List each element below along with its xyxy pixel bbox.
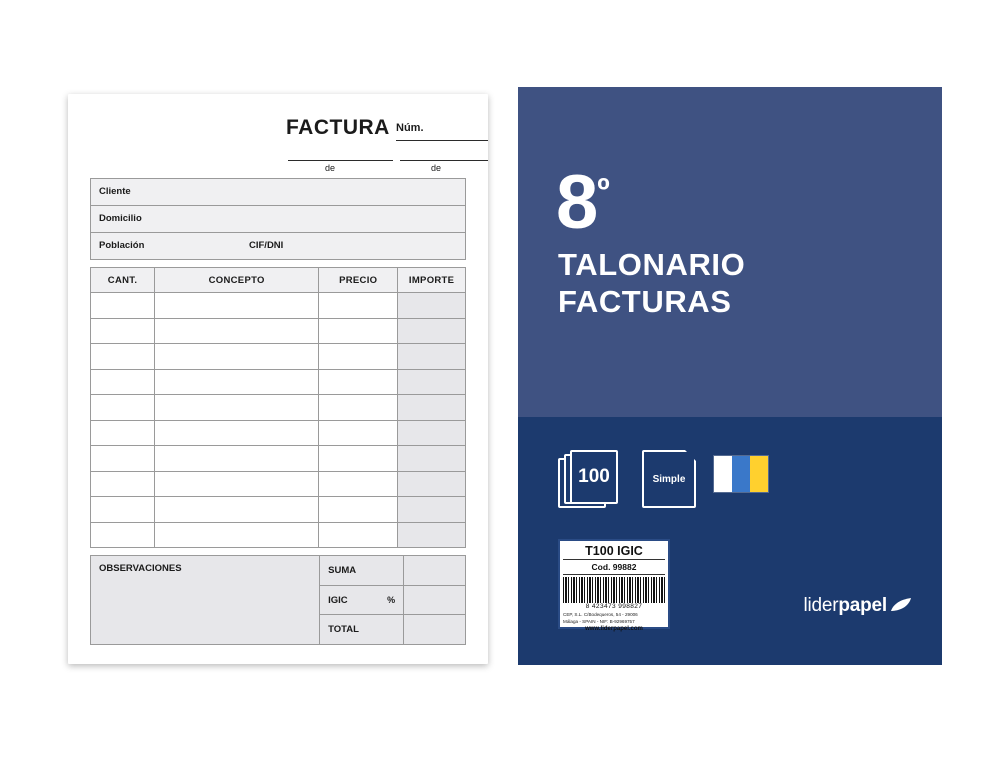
flag-stripe-white: [714, 456, 732, 492]
cell-precio: [319, 420, 398, 446]
cover-size-number: [556, 160, 609, 245]
flag-stripe-blue: [732, 456, 750, 492]
cell-importe: [398, 497, 466, 523]
table-row: [91, 369, 466, 395]
table-header-row: [91, 268, 466, 293]
page-title: FACTURA: [286, 116, 390, 139]
cell-cant: [91, 420, 155, 446]
total-label-suma: SUMA: [320, 556, 404, 585]
date-label-1: de: [325, 163, 336, 173]
cell-importe: [398, 420, 466, 446]
cell-concepto: [155, 318, 319, 344]
cell-precio: [319, 369, 398, 395]
table-row: [91, 471, 466, 497]
manufacturer-website: www.liderpapel.com: [585, 626, 643, 633]
address-line-2: Málaga - SPAIN - NIF: B-92969757: [563, 618, 635, 624]
table-row: [91, 293, 466, 319]
cell-importe: [398, 446, 466, 472]
pages-stack-icon: [558, 450, 624, 508]
cell-cant: [91, 522, 155, 548]
product-code: T100 IGIC: [563, 544, 665, 560]
brand-logo: [803, 595, 912, 617]
cell-cant: [91, 344, 155, 370]
cell-precio: [319, 446, 398, 472]
invoice-number-rule: [396, 140, 488, 141]
total-row-igic: [320, 586, 465, 616]
cell-concepto: [155, 293, 319, 319]
table-row: [91, 522, 466, 548]
total-row-suma: [320, 556, 465, 586]
observations-box: [91, 556, 320, 644]
column-header-cant: CANT.: [91, 268, 155, 293]
cell-cant: [91, 471, 155, 497]
cell-importe: [398, 293, 466, 319]
date-rule-2: [400, 160, 488, 161]
cell-precio: [319, 471, 398, 497]
total-value-igic: [404, 586, 465, 615]
cell-cant: [91, 369, 155, 395]
cell-importe: [398, 344, 466, 370]
flag-stripe-yellow: [750, 456, 768, 492]
field-row-poblacion: [91, 233, 465, 259]
barcode-icon: [563, 577, 665, 603]
cell-precio: [319, 344, 398, 370]
cell-concepto: [155, 471, 319, 497]
totals-box: [320, 556, 465, 644]
product-cod-number: Cod. 99882: [563, 562, 665, 575]
cell-precio: [319, 318, 398, 344]
field-label-domicilio: Domicilio: [99, 213, 142, 224]
cell-importe: [398, 369, 466, 395]
leaf-icon: [890, 597, 912, 619]
cell-precio: [319, 522, 398, 548]
manufacturer-address: [563, 612, 665, 625]
total-value-suma: [404, 556, 465, 585]
notebook-cover: [518, 87, 942, 665]
field-row-domicilio: [91, 206, 465, 233]
page-count-label: 100: [570, 450, 618, 504]
total-percent-symbol: %: [387, 595, 396, 605]
field-label-poblacion: Población: [99, 240, 145, 251]
cell-concepto: [155, 420, 319, 446]
summary-block: [90, 555, 466, 645]
client-fields-block: [90, 178, 466, 260]
line-items-table: [90, 267, 466, 548]
table-row: [91, 395, 466, 421]
cell-importe: [398, 318, 466, 344]
field-label-cif-dni: CIF/DNI: [249, 240, 284, 251]
copy-type-icon: [642, 450, 696, 508]
cell-precio: [319, 497, 398, 523]
cover-title-line1: TALONARIO: [558, 247, 746, 282]
cell-concepto: [155, 344, 319, 370]
invoice-sheet: [68, 94, 488, 664]
cell-precio: [319, 395, 398, 421]
cover-size-digit: 8: [556, 160, 598, 245]
total-value-total: [404, 615, 465, 644]
observations-label: OBSERVACIONES: [99, 563, 182, 574]
invoice-number-label: Núm.: [396, 122, 424, 134]
cell-importe: [398, 522, 466, 548]
table-header: [91, 268, 466, 293]
table-row: [91, 318, 466, 344]
copy-type-label: Simple: [652, 473, 686, 485]
cover-title-line2: FACTURAS: [558, 284, 732, 319]
invoice-content: [90, 108, 466, 650]
address-line-1: CEP, S.L. C/Bodequeros, 54 - 29006: [563, 612, 638, 617]
cell-cant: [91, 293, 155, 319]
column-header-precio: PRECIO: [319, 268, 398, 293]
field-label-cliente: Cliente: [99, 186, 131, 197]
cell-importe: [398, 395, 466, 421]
canary-islands-flag-icon: [713, 455, 769, 493]
cell-precio: [319, 293, 398, 319]
invoice-header: [90, 108, 466, 174]
product-barcode-label: [558, 539, 670, 633]
cell-concepto: [155, 497, 319, 523]
column-header-importe: IMPORTE: [398, 268, 466, 293]
date-rule-1: [288, 160, 393, 161]
column-header-concepto: CONCEPTO: [155, 268, 319, 293]
cell-cant: [91, 446, 155, 472]
total-label-igic: [320, 586, 404, 615]
cell-cant: [91, 318, 155, 344]
field-row-cliente: [91, 179, 465, 206]
brand-logo-part2: papel: [838, 595, 887, 616]
table-row: [91, 497, 466, 523]
cell-concepto: [155, 522, 319, 548]
cover-size-ordinal: º: [597, 171, 609, 210]
cell-concepto: [155, 446, 319, 472]
cell-cant: [91, 497, 155, 523]
date-label-2: de: [431, 163, 442, 173]
cell-cant: [91, 395, 155, 421]
total-row-total: [320, 615, 465, 644]
table-row: [91, 446, 466, 472]
table-row: [91, 420, 466, 446]
cell-concepto: [155, 395, 319, 421]
barcode-digits: 8 423473 998827: [585, 603, 643, 610]
table-body: [91, 293, 466, 548]
brand-logo-part1: lider: [803, 595, 839, 616]
cell-importe: [398, 471, 466, 497]
total-label-igic-text: IGIC: [328, 594, 348, 606]
cell-concepto: [155, 369, 319, 395]
table-row: [91, 344, 466, 370]
total-label-total: TOTAL: [320, 615, 404, 644]
